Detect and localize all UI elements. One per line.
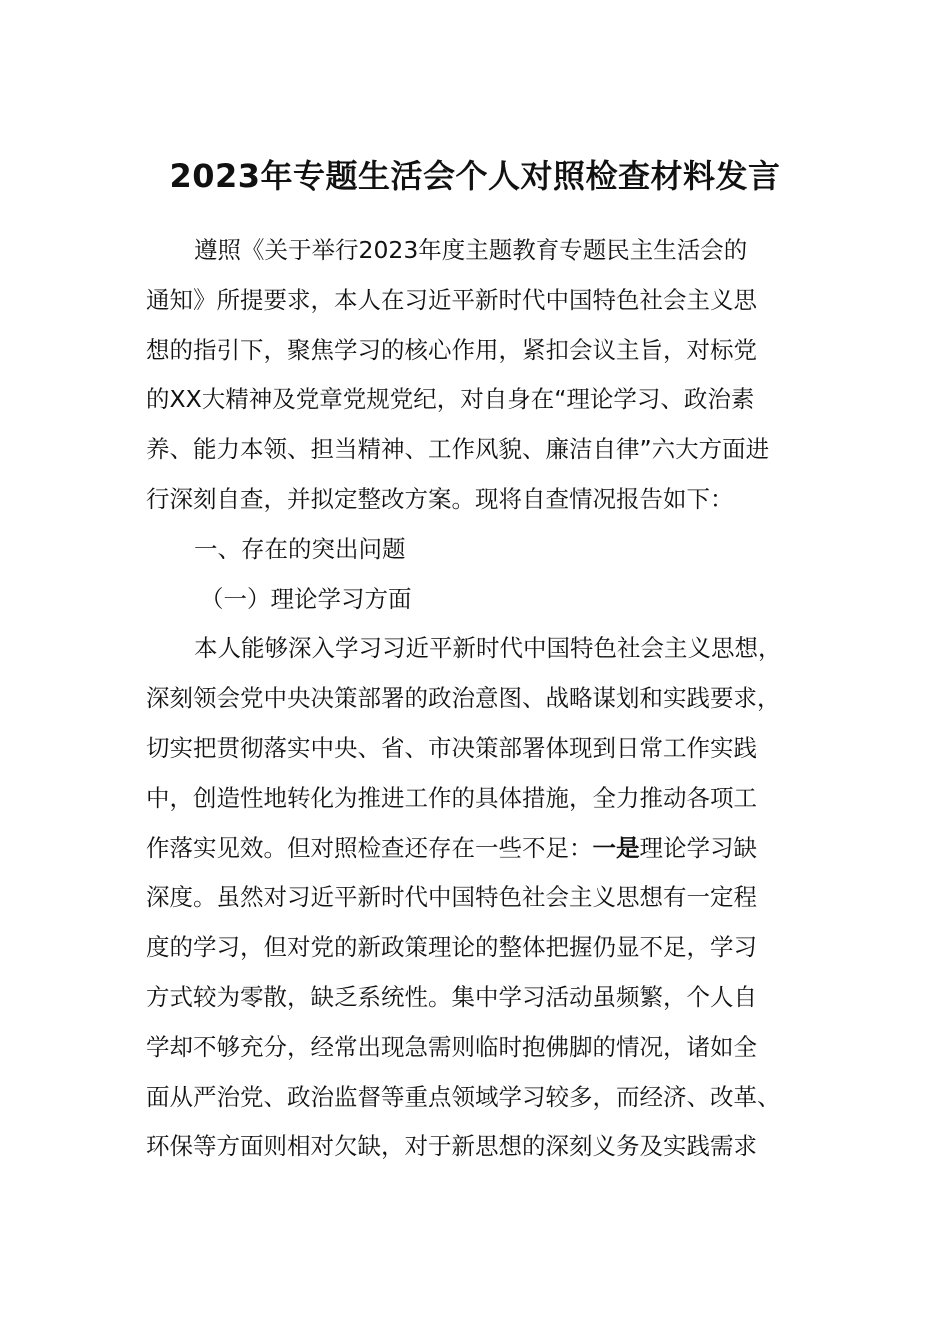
line-prefix: 作落实见效。但对照检查还存在一些不足： [146,833,593,862]
paragraph-line: 切实把贯彻落实中央、省、市决策部署体现到日常工作实践 [146,733,757,762]
line-suffix: 理论学习缺 [639,833,757,862]
paragraph-line: 深度。虽然对习近平新时代中国特色社会主义思想有一定程 [146,883,757,912]
paragraph-line: 的XX大精神及党章党规党纪，对自身在“理论学习、政治素 [146,385,755,414]
document-body [146,226,816,1172]
paragraph-line-mixed [146,824,816,874]
paragraph-line: 本人能够深入学习习近平新时代中国特色社会主义思想， [194,634,782,663]
paragraph-line: 环保等方面则相对欠缺，对于新思想的深刻义务及实践需求 [146,1132,757,1161]
paragraph-line: 遵照《关于举行2023年度主题教育专题民主生活会的 [194,236,748,264]
paragraph-line: 行深刻自查，并拟定整改方案。现将自查情况报告如下： [146,484,734,513]
paragraph-line: 方式较为零散，缺乏系统性。集中学习活动虽频繁，个人自 [146,982,757,1011]
emphasis-text: 一是 [592,833,640,862]
paragraph-line: 学却不够充分，经常出现急需则临时抱佛脚的情况，诸如全 [146,1032,757,1061]
subsection-heading: （一）理论学习方面 [200,584,412,613]
paragraph-line: 想的指引下，聚焦学习的核心作用，紧扣会议主旨，对标党 [146,335,757,364]
paragraph-line: 深刻领会党中央决策部署的政治意图、战略谋划和实践要求， [146,684,781,713]
paragraph-line: 中，创造性地转化为推进工作的具体措施，全力推动各项工 [146,783,757,812]
paragraph-line: 养、能力本领、担当精神、工作风貌、廉洁自律”六大方面进 [146,435,770,464]
paragraph-line: 度的学习，但对党的新政策理论的整体把握仍显不足，学习 [146,933,757,962]
paragraph-line: 通知》所提要求，本人在习近平新时代中国特色社会主义思 [146,285,757,314]
paragraph-line: 面从严治党、政治监督等重点领域学习较多，而经济、改革、 [146,1082,781,1111]
document-title: 2023年专题生活会个人对照检查材料发言 [169,157,781,195]
section-heading: 一、存在的突出问题 [194,534,406,563]
